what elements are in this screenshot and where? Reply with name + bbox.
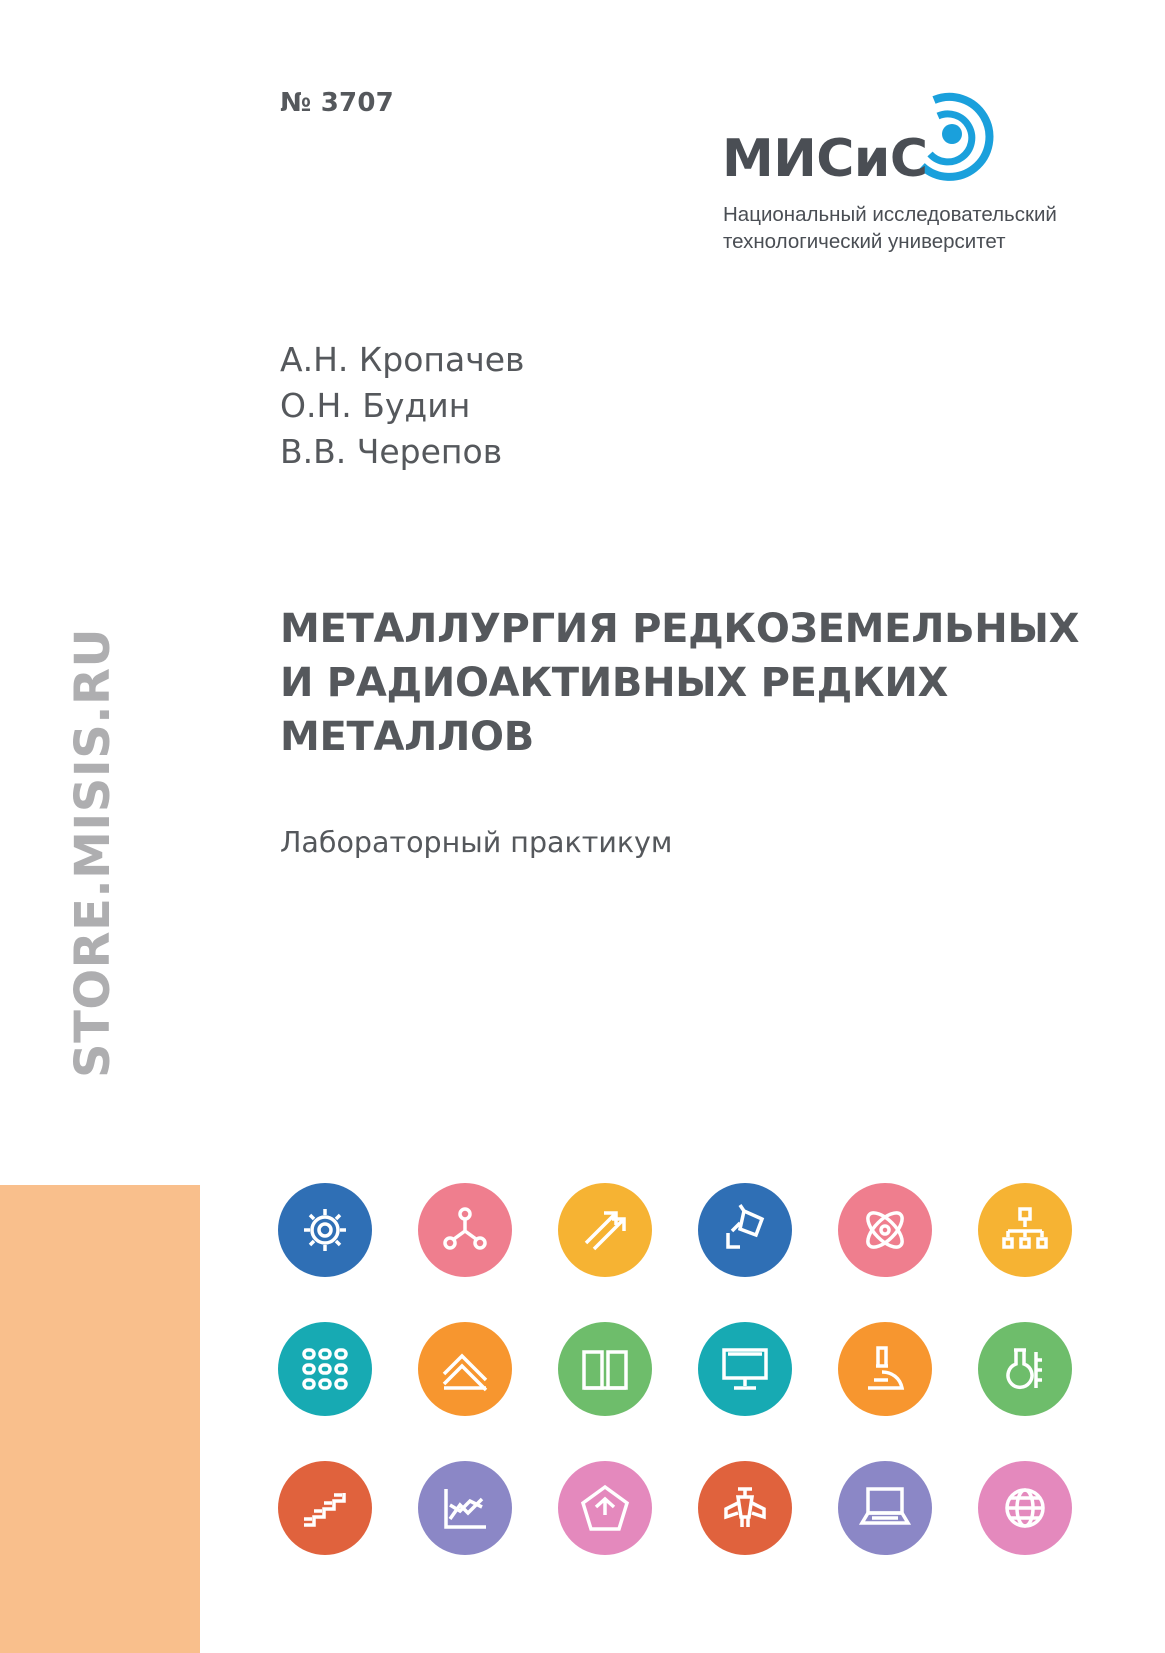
line-chart-icon [418, 1461, 512, 1555]
logo-name: МИСиС [722, 129, 928, 189]
grid-icon [278, 1322, 372, 1416]
title-line: МЕТАЛЛОВ [280, 714, 534, 760]
book-icon [558, 1322, 652, 1416]
laptop-icon [838, 1461, 932, 1555]
title-line: МЕТАЛЛУРГИЯ РЕДКОЗЕМЕЛЬНЫХ [280, 606, 1080, 652]
issue-number: № 3707 [280, 88, 394, 118]
ladle-icon [698, 1183, 792, 1277]
author: О.Н. Будин [280, 386, 471, 425]
molecule-icon [418, 1183, 512, 1277]
title-line: И РАДИОАКТИВНЫХ РЕДКИХ [280, 660, 949, 706]
satellite-icon [698, 1461, 792, 1555]
flask-icon [978, 1322, 1072, 1416]
arrows-icon [558, 1183, 652, 1277]
globe-icon [978, 1461, 1072, 1555]
book-subtitle: Лабораторный практикум [280, 826, 673, 859]
logo-subtitle-line2: технологический университет [723, 230, 1006, 253]
author: В.В. Черепов [280, 432, 503, 471]
stairs-icon [278, 1461, 372, 1555]
hierarchy-icon [978, 1183, 1072, 1277]
pentagon-icon [558, 1461, 652, 1555]
atom-icon [838, 1183, 932, 1277]
mountain-icon [418, 1322, 512, 1416]
microscope-icon [838, 1322, 932, 1416]
author: А.Н. Кропачев [280, 340, 525, 379]
side-url-text: STORE.MISIS.RU [65, 628, 121, 1078]
logo-subtitle-line1: Национальный исследовательский [723, 203, 1057, 226]
gear-icon [278, 1183, 372, 1277]
monitor-icon [698, 1322, 792, 1416]
